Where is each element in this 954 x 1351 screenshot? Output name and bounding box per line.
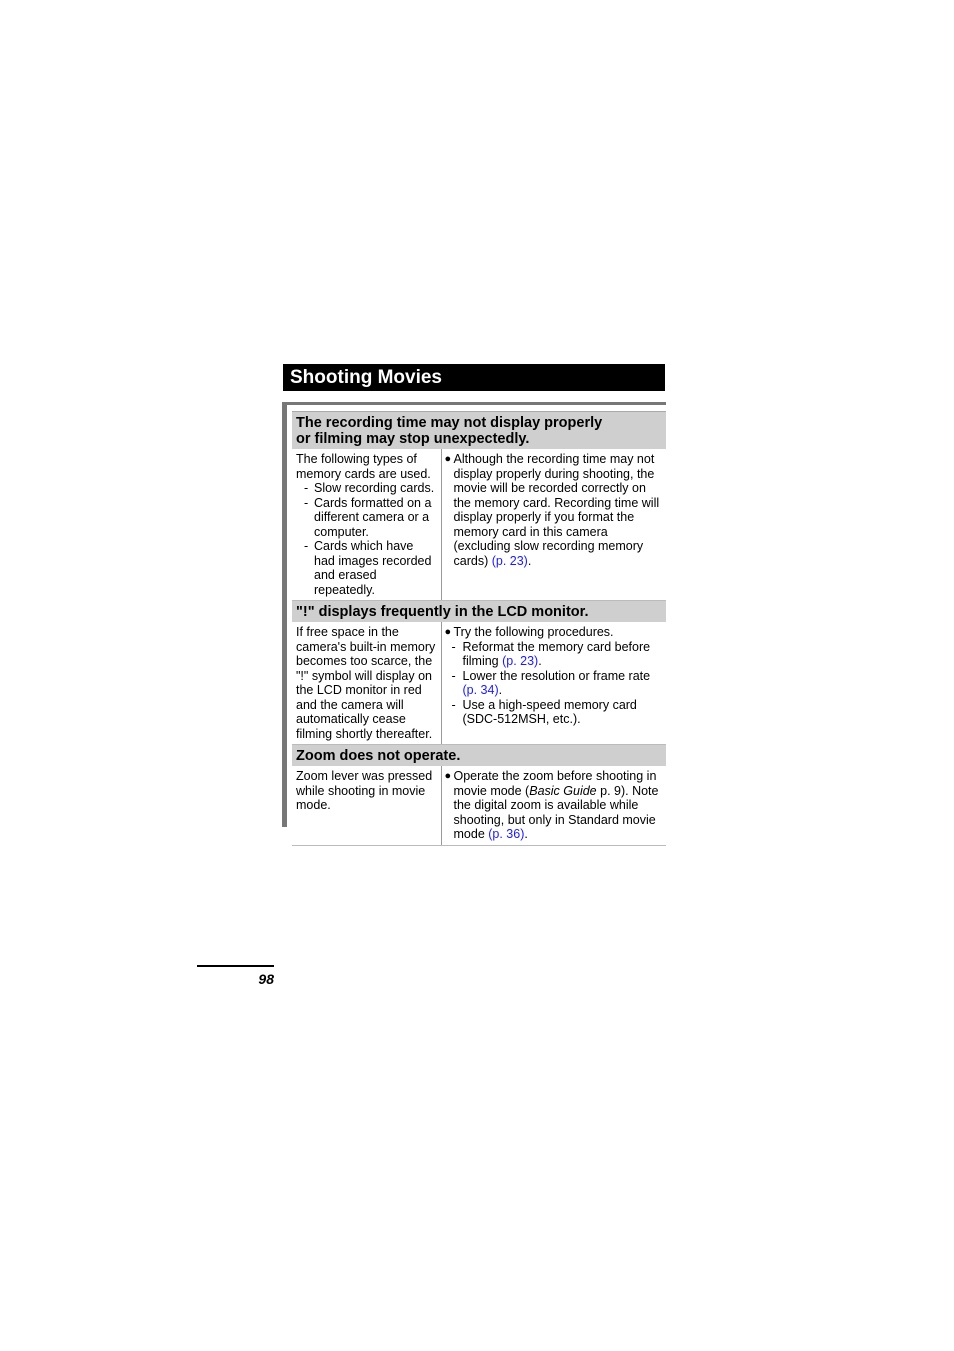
issue-header (292, 412, 666, 450)
solution-cell (441, 622, 666, 745)
solution-text (454, 769, 663, 842)
cause-item-text: Slow recording cards. (314, 481, 435, 495)
issue-row (292, 766, 666, 845)
solution-bullet (445, 769, 663, 842)
solution-cell (441, 449, 666, 601)
troubleshooting-table (292, 411, 666, 846)
solution-item-body: Lower the resolution or frame rate (462, 668, 651, 683)
page-link[interactable]: (p. 23) (491, 553, 528, 568)
issue-title (292, 412, 666, 450)
solution-body: Although the recording time may not display properly during shooting, the movie will be recorded correctly on the memory card. Recording time will display properly if you format the memory card in this camera (excluding slow recording memory cards) (453, 452, 660, 568)
issue-title: Zoom does not operate. (292, 745, 666, 767)
cause-item-text: Cards which have had images recorded and erased repeatedly. (314, 539, 432, 597)
solution-end: . (527, 553, 532, 568)
solution-bullet (445, 625, 663, 640)
basic-guide-ref: Basic Guide (529, 783, 597, 798)
solution-body: p. 9). Note the digital zoom is available while shooting, but only in Standard movie mode (453, 783, 659, 841)
solution-end: . (538, 654, 542, 668)
cause-item: - Cards which have had images recorded and erased repeatedly. (296, 539, 437, 597)
solution-item: - Use a high-speed memory card (SDC-512MSH, etc.). (445, 698, 663, 727)
solution-intro: Try the following procedures. (453, 625, 614, 639)
solution-end: . (524, 827, 528, 841)
bullet-icon: ● (444, 770, 452, 782)
solution-item-body: Reformat the memory card before filming (462, 639, 651, 668)
cause-cell (292, 449, 441, 601)
solution-bullet (445, 452, 663, 568)
top-rule (282, 402, 666, 405)
solution-text (454, 452, 663, 568)
issue-header (292, 745, 666, 767)
solution-end: . (498, 683, 503, 697)
solution-item-body: Use a high-speed memory card (SDC-512MSH, etc.). (462, 697, 637, 726)
solution-body: Operate the zoom before shooting in movie mode ( (453, 769, 657, 798)
solution-item-text (463, 640, 663, 669)
page-number: 98 (258, 971, 274, 987)
issue-title: "!" displays frequently in the LCD monitor. (292, 601, 666, 623)
bullet-icon: ● (444, 626, 452, 638)
solution-item: - Lower the resolution or frame rate (p. 34). (445, 669, 663, 698)
issue-header (292, 601, 666, 623)
cause-item: - Cards formatted on a different camera or a computer. (296, 496, 437, 540)
issue-row (292, 449, 666, 601)
left-rule (282, 402, 287, 827)
solution-item-text (463, 669, 663, 698)
issue-title-line: or filming may stop unexpectedly. (296, 431, 530, 447)
footer-rule (197, 965, 274, 967)
cause-cell (292, 766, 441, 845)
cause-intro: The following types of memory cards are used. (296, 452, 431, 481)
cause-item: - Slow recording cards. (304, 481, 435, 495)
page-link[interactable]: (p. 34) (462, 683, 499, 697)
cause-cell (292, 622, 441, 745)
cause-item-text: Cards formatted on a different camera or a computer. (314, 495, 432, 539)
solution-cell (441, 766, 666, 845)
solution-item: - Reformat the memory card before filming (p. 23). (445, 640, 663, 669)
issue-title-line: The recording time may not display properly (296, 415, 603, 431)
cause-text: Zoom lever was pressed while shooting in movie mode. (296, 769, 433, 812)
solution-item-text (463, 698, 663, 727)
issue-row (292, 622, 666, 745)
section-title: Shooting Movies (283, 364, 665, 391)
page-link[interactable]: (p. 36) (488, 827, 525, 841)
cause-text: If free space in the camera's built-in memory becomes too scarce, the "!" symbol will display on the LCD monitor in red and the camera will automatically cease filming shortly thereafter. (296, 625, 436, 741)
bullet-icon: ● (444, 453, 452, 465)
page-link[interactable]: (p. 23) (502, 654, 539, 668)
